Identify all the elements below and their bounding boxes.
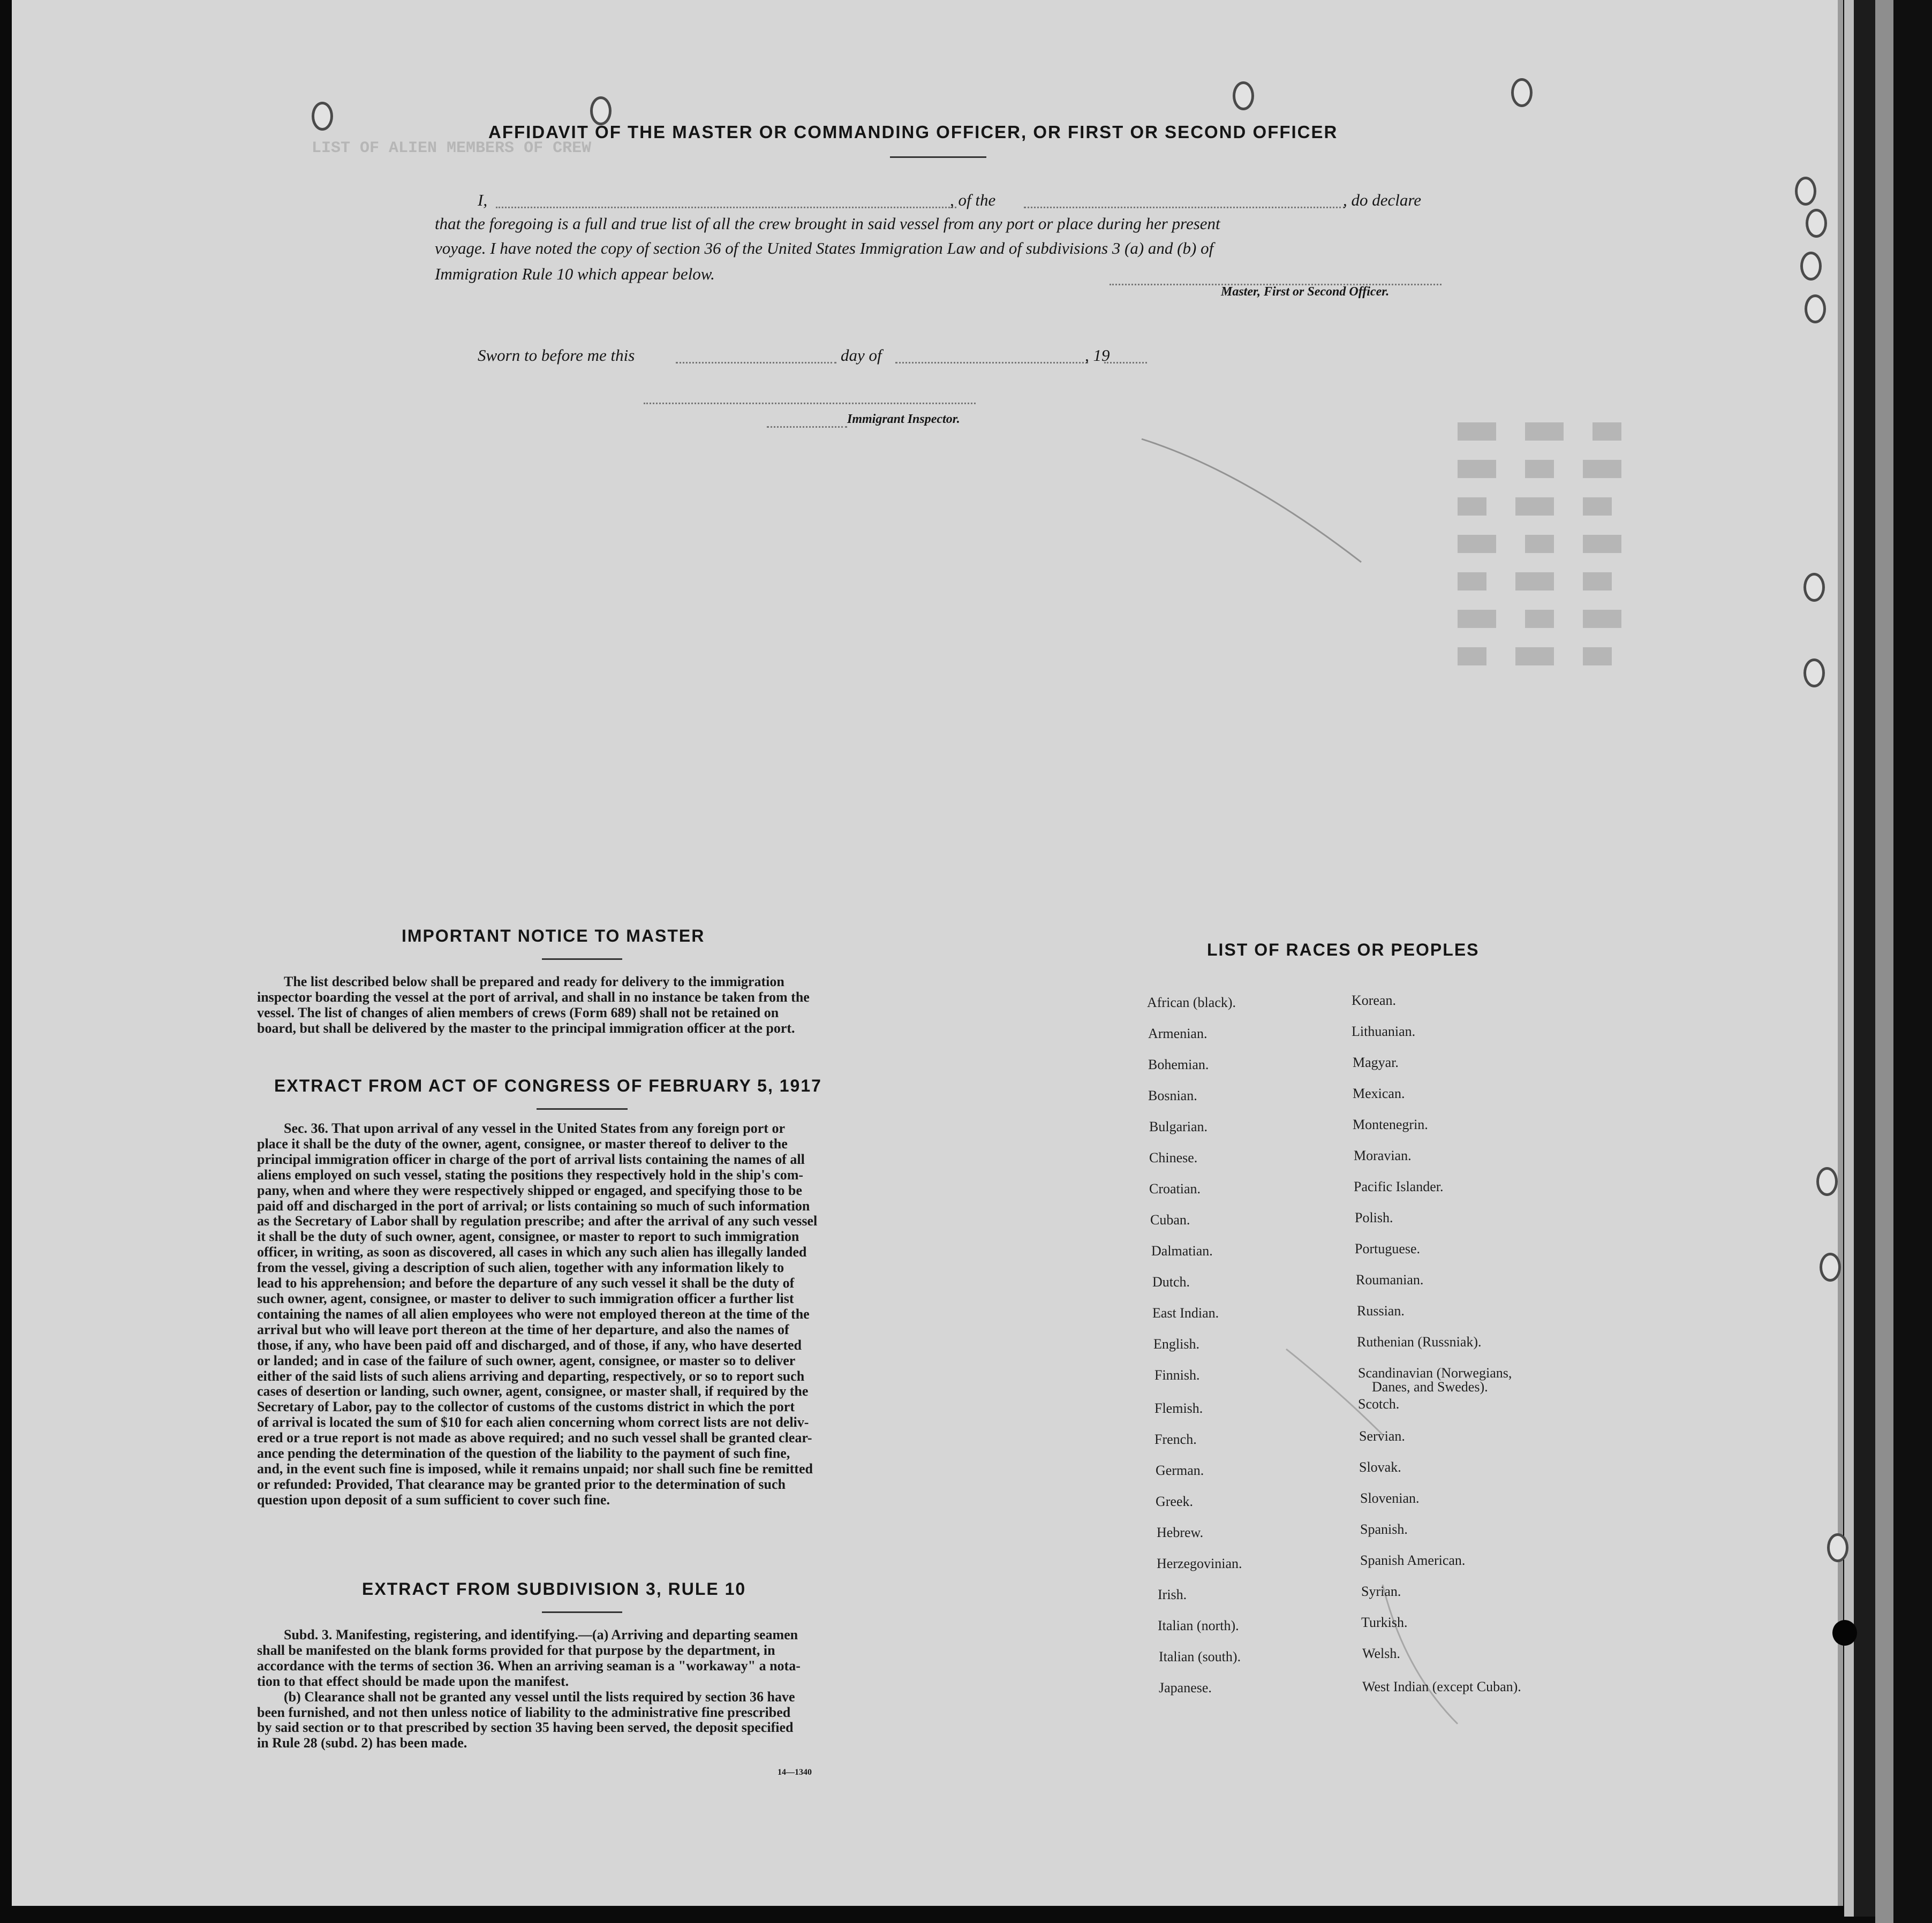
act-line: Secretary of Labor, pay to the collector of customs of the customs district in which the port <box>257 1399 795 1415</box>
race-item: Cuban. <box>1150 1212 1190 1228</box>
race-item: Finnish. <box>1154 1367 1200 1383</box>
sworn-month-field[interactable] <box>895 362 1088 364</box>
act-line: either of the said lists of such aliens arriving and departing, respectively, or so to report such <box>257 1368 805 1384</box>
race-item: Armenian. <box>1148 1026 1208 1041</box>
extract-act-title: EXTRACT FROM ACT OF CONGRESS OF FEBRUARY 5, 1917 <box>274 1076 822 1095</box>
race-item: Irish. <box>1158 1587 1187 1602</box>
race-item: Italian (south). <box>1159 1649 1241 1664</box>
race-item: Dalmatian. <box>1151 1243 1213 1259</box>
notice-body <box>257 974 878 1036</box>
race-item: Turkish. <box>1361 1615 1408 1630</box>
inspector-caption: Immigrant Inspector. <box>847 412 960 426</box>
rule-line: shall be manifested on the blank forms provided for that purpose by the department, in <box>257 1642 775 1658</box>
race-item: Portuguese. <box>1355 1241 1421 1256</box>
race-item: Korean. <box>1352 993 1397 1008</box>
act-line: principal immigration officer in charge of the port of arrival lists containing the names of all <box>257 1151 805 1167</box>
act-line: Sec. 36. That upon arrival of any vessel in the United States from any foreign port or <box>284 1121 785 1136</box>
affidavit-of-the: , of the <box>950 191 996 209</box>
act-line: cases of desertion or landing, such owner, agent, consignee, or master shall, if required by the <box>257 1383 809 1399</box>
act-line: it shall be the duty of such owner, agent, consignee, or master to report to such immigration <box>257 1229 799 1245</box>
race-item: Lithuanian. <box>1352 1024 1416 1039</box>
act-line: as the Secretary of Labor shall by regulation prescribe; and after the arrival of any such vessel <box>257 1213 818 1229</box>
race-item: Dutch. <box>1152 1274 1190 1290</box>
inspector-signature-field-1[interactable] <box>644 403 976 404</box>
race-item: Syrian. <box>1361 1584 1401 1599</box>
race-item: Chinese. <box>1149 1150 1198 1165</box>
bleed-through-texture: LIST OF ALIEN MEMBERS OF CREW ████ ████ ███ ████ ███ ████ ███ ████ ███ ████ ███ ████ ███ ████ ███ ████ ███ ████ ███ ████ ███ <box>312 139 1622 666</box>
act-line: officer, in writing, as soon as discovered, all cases in which any such alien has illegally landed <box>257 1244 807 1260</box>
master-signature-caption: Master, First or Second Officer. <box>1221 285 1390 299</box>
notice-title-rule <box>542 958 622 960</box>
act-line: paid off and discharged in the port of arrival; or lists containing so much of such information <box>257 1198 810 1214</box>
race-item: Scandinavian (Norwegians, <box>1358 1365 1512 1381</box>
race-item: Hebrew. <box>1157 1525 1204 1540</box>
race-item: Spanish American. <box>1360 1553 1466 1568</box>
race-item: Polish. <box>1355 1210 1393 1225</box>
race-item: Scotch. <box>1358 1396 1400 1412</box>
extract-act-title-rule <box>537 1108 628 1110</box>
race-item: Roumanian. <box>1356 1272 1424 1288</box>
race-item: East Indian. <box>1152 1305 1219 1321</box>
affidavit-title-rule <box>890 156 986 158</box>
race-item: Bosnian. <box>1148 1088 1197 1103</box>
race-item: Pacific Islander. <box>1354 1179 1444 1194</box>
day-of-text: day of <box>841 346 882 365</box>
notice-line: The list described below shall be prepared and ready for delivery to the immigration <box>284 974 784 989</box>
form-number: 14—1340 <box>778 1768 812 1777</box>
race-item: Mexican. <box>1353 1086 1405 1101</box>
sworn-day-field[interactable] <box>676 362 836 364</box>
race-item: French. <box>1154 1432 1197 1447</box>
race-item: Bohemian. <box>1148 1057 1209 1072</box>
rule-line: been furnished, and not then unless notice of liability to the administrative fine prescribed <box>257 1704 791 1720</box>
race-item: Ruthenian (Russniak). <box>1357 1334 1482 1350</box>
race-item: West Indian (except Cuban). <box>1362 1679 1521 1694</box>
act-line: or landed; and in case of the failure of such owner, agent, consignee, or master so to deliver <box>257 1352 796 1368</box>
act-line: ance pending the determination of the question of the liability to the payment of such fine, <box>257 1445 790 1462</box>
act-line: such owner, agent, consignee, or master to deliver to such immigration officer a further list <box>257 1290 794 1306</box>
affidavit-declare: , do declare <box>1343 191 1422 209</box>
act-line: lead to his apprehension; and before the departure of any such vessel it shall be the duty of <box>257 1275 795 1291</box>
rule-line: tion to that effect should be made upon the manifest. <box>257 1673 569 1689</box>
race-item: Spanish. <box>1360 1521 1408 1537</box>
act-line: of arrival is located the sum of $10 for each alien concerning whom correct lists are not deliv- <box>257 1414 809 1430</box>
race-item: Montenegrin. <box>1353 1117 1428 1132</box>
race-item: Magyar. <box>1353 1055 1399 1070</box>
notice-line: board, but shall be delivered by the master to the principal immigration officer at the port. <box>257 1020 795 1036</box>
affidavit-title: AFFIDAVIT OF THE MASTER OR COMMANDING OFFICER, OR FIRST OR SECOND OFFICER <box>488 122 1338 142</box>
race-item: Slovenian. <box>1360 1490 1420 1506</box>
extract-rule-title: EXTRACT FROM SUBDIVISION 3, RULE 10 <box>362 1579 746 1599</box>
rule-line: (b) Clearance shall not be granted any vessel until the lists required by section 36 have <box>284 1689 795 1705</box>
race-item: Danes, and Swedes). <box>1372 1379 1488 1395</box>
race-item: Slovak. <box>1359 1459 1401 1475</box>
inspector-signature-field-2[interactable] <box>767 426 847 428</box>
act-line: or refunded: Provided, That clearance may be granted prior to the determination of such <box>257 1476 786 1492</box>
master-name-field[interactable] <box>496 207 956 208</box>
act-line: containing the names of all alien employees who were not employed thereon at the time of the <box>257 1306 810 1322</box>
year-prefix-text: , 19 <box>1085 346 1110 365</box>
race-item: Greek. <box>1156 1494 1194 1509</box>
affidavit-line-3: voyage. I have noted the copy of section 36 of the United States Immigration Law and of subdivisions 3 (a) and (b) of <box>435 239 1214 258</box>
race-item: Bulgarian. <box>1149 1119 1208 1134</box>
affidavit-i: I, <box>478 191 488 209</box>
act-line: ered or a true report is not made as above required; and no such vessel shall be granted clear- <box>257 1430 812 1446</box>
act-line: aliens employed on such vessel, stating the positions they respectively hold in the ship's com- <box>257 1167 804 1183</box>
document-page <box>12 0 1843 1906</box>
vessel-name-field[interactable] <box>1024 207 1345 208</box>
race-item: Servian. <box>1359 1428 1405 1444</box>
act-line: arrival but who will leave port thereon at the time of her departure, and also the names of <box>257 1321 789 1337</box>
races-title: LIST OF RACES OR PEOPLES <box>1207 940 1480 959</box>
race-item: Russian. <box>1357 1303 1405 1319</box>
act-line: from the vessel, giving a description of such alien, together with any information likely to <box>257 1260 784 1276</box>
sworn-text: Sworn to before me this <box>478 346 635 365</box>
page-edge-4 <box>1893 0 1932 1923</box>
pencil-marks <box>12 0 1843 1906</box>
rule-line: by said section or to that prescribed by section 35 having been served, the deposit specified <box>257 1720 794 1736</box>
extract-act-body <box>257 1121 878 1508</box>
sworn-year-field[interactable] <box>1104 362 1147 364</box>
notice-line: vessel. The list of changes of alien members of crews (Form 689) shall not be retained on <box>257 1004 779 1020</box>
act-line: place it shall be the duty of the owner, agent, consignee, or master thereof to deliver to the <box>257 1135 788 1152</box>
race-item: African (black). <box>1147 995 1236 1010</box>
act-line: question upon deposit of a sum sufficient to cover such fine. <box>257 1492 610 1508</box>
race-item: Welsh. <box>1362 1646 1400 1661</box>
race-item: Moravian. <box>1354 1148 1412 1163</box>
notice-title: IMPORTANT NOTICE TO MASTER <box>402 926 705 945</box>
act-line: those, if any, who have been paid off and discharged, and of those, if any, who have deserted <box>257 1337 802 1353</box>
race-item: German. <box>1156 1463 1204 1478</box>
act-line: pany, when and where they were respectively shipped or engaged, and specifying those to be <box>257 1182 802 1198</box>
notice-line: inspector boarding the vessel at the port of arrival, and shall in no instance be taken from the <box>257 989 810 1005</box>
extract-rule-title-rule <box>542 1611 622 1613</box>
race-item: Croatian. <box>1149 1181 1201 1197</box>
extract-rule-body <box>257 1627 878 1751</box>
rule-line: in Rule 28 (subd. 2) has been made. <box>257 1735 467 1751</box>
race-item: Italian (north). <box>1158 1618 1239 1633</box>
affidavit-line-4: Immigration Rule 10 which appear below. <box>435 264 715 283</box>
page-edge-2 <box>1854 0 1875 1917</box>
rule-line: Subd. 3. Manifesting, registering, and identifying.—(a) Arriving and departing seamen <box>284 1627 798 1642</box>
race-item: Japanese. <box>1159 1680 1212 1695</box>
rule-line: accordance with the terms of section 36. When an arriving seaman is a "workaway" a nota- <box>257 1657 801 1674</box>
act-line: and, in the event such fine is imposed, while it remains unpaid; nor shall such fine be remitted <box>257 1460 813 1477</box>
race-item: English. <box>1153 1336 1199 1352</box>
affidavit-line-2: that the foregoing is a full and true list of all the crew brought in said vessel from any port or place during her present <box>435 214 1220 233</box>
race-item: Herzegovinian. <box>1157 1556 1242 1571</box>
page-edge-3 <box>1875 0 1893 1923</box>
race-item: Flemish. <box>1154 1400 1203 1416</box>
